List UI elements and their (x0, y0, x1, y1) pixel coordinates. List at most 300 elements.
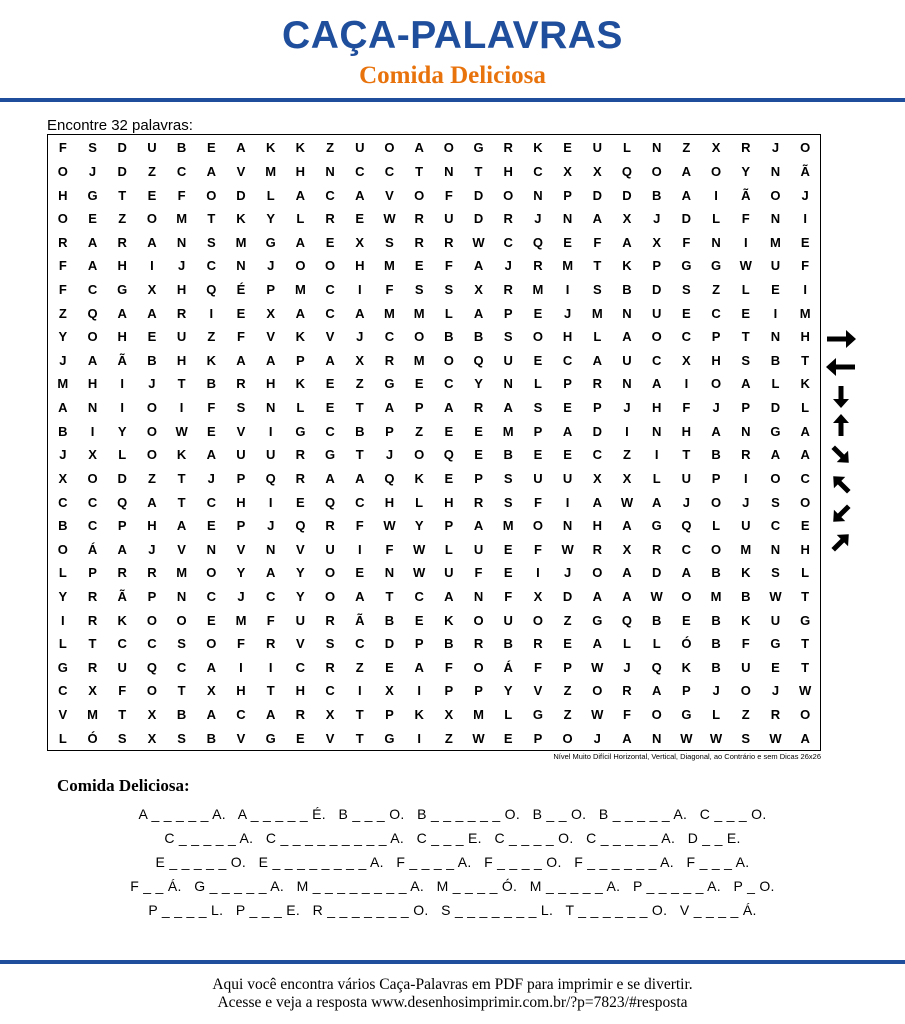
grid-letter: N (206, 541, 216, 557)
grid-letter: I (565, 281, 570, 297)
grid-letter: N (176, 234, 187, 250)
grid-letter: G (800, 612, 811, 628)
grid-letter: A (622, 234, 632, 250)
grid-letter: O (800, 707, 811, 723)
grid-letter: A (58, 400, 68, 416)
grid-letter: R (503, 140, 513, 156)
grid-letter: B (711, 612, 721, 628)
grid-letter: S (206, 234, 216, 250)
grid-letter: E (296, 494, 305, 510)
grid-letter: O (711, 163, 722, 179)
grid-letter: C (325, 683, 335, 699)
grid-letter: O (800, 494, 811, 510)
grid-letter: F (237, 636, 245, 652)
grid-letter: I (417, 683, 421, 699)
grid-letter: C (325, 281, 335, 297)
grid-letter: B (444, 329, 454, 345)
grid-letter: N (770, 163, 781, 179)
grid-letter: N (503, 376, 513, 392)
grid-letter: H (58, 187, 68, 203)
grid-letter: Z (118, 211, 127, 227)
grid-letter: K (741, 565, 751, 581)
grid-letter: P (503, 305, 513, 321)
grid-letter: A (206, 707, 216, 723)
grid-letter: U (651, 305, 662, 321)
grid-letter: E (206, 612, 216, 628)
grid-letter: C (651, 352, 662, 368)
grid-letter: I (61, 612, 65, 628)
grid-letter: O (295, 258, 306, 274)
grid-letter: E (236, 305, 246, 321)
grid-letter: E (503, 541, 513, 557)
grid-letter: B (651, 612, 662, 628)
grid-letter: F (504, 588, 513, 604)
grid-letter: L (118, 447, 127, 463)
grid-letter: O (414, 187, 425, 203)
grid-letter: P (236, 470, 246, 486)
grid-letter: N (651, 423, 662, 439)
grid-letter: Y (58, 329, 68, 345)
grid-letter: Q (621, 612, 633, 628)
up-right-arrow-icon (822, 529, 860, 555)
grid-letter: E (503, 730, 513, 746)
grid-letter: B (622, 281, 632, 297)
grid-letter: E (355, 565, 365, 581)
grid-letter: Y (117, 423, 127, 439)
grid-letter: L (58, 636, 67, 652)
grid-letter: B (711, 636, 721, 652)
grid-letter: Z (147, 470, 156, 486)
grid-letter: Q (443, 447, 454, 463)
grid-letter: Y (266, 211, 276, 227)
grid-letter: J (59, 352, 67, 368)
grid-letter: U (770, 258, 781, 274)
grid-letter: B (503, 447, 513, 463)
grid-letter: E (414, 258, 424, 274)
grid-letter: N (741, 423, 751, 439)
grid-letter: F (58, 258, 67, 274)
grid-letter: Y (503, 683, 513, 699)
grid-letter: B (711, 659, 721, 675)
grid-letter: H (651, 400, 662, 416)
grid-letter: F (237, 329, 245, 345)
grid-letter: A (651, 683, 662, 699)
grid-letter: K (444, 612, 454, 628)
grid-letter: C (355, 494, 365, 510)
grid-letter: I (179, 400, 184, 416)
grid-letter: L (58, 565, 67, 581)
grid-letter: M (294, 281, 306, 297)
grid-letter: U (265, 447, 276, 463)
grid-letter: K (295, 140, 306, 156)
grid-letter: A (681, 187, 692, 203)
grid-letter: Y (741, 163, 751, 179)
grid-letter: K (176, 447, 187, 463)
grid-letter: O (146, 447, 157, 463)
grid-letter: R (87, 612, 98, 628)
grid-letter: T (801, 352, 810, 368)
grid-letter: Z (355, 376, 364, 392)
grid-letter: B (473, 329, 484, 345)
grid-letter: A (384, 400, 395, 416)
grid-letter: I (90, 423, 95, 439)
grid-letter: E (533, 305, 543, 321)
grid-letter: I (625, 423, 629, 439)
grid-letter: E (414, 376, 424, 392)
grid-letter: T (355, 707, 364, 723)
grid-letter: N (236, 258, 246, 274)
grid-letter: T (415, 163, 424, 179)
grid-letter: H (236, 683, 246, 699)
grid-letter: G (295, 423, 306, 439)
grid-letter: T (177, 494, 186, 510)
grid-letter: O (711, 494, 722, 510)
grid-letter: T (266, 683, 275, 699)
grid-letter: D (562, 588, 573, 604)
grid-letter: V (236, 541, 246, 557)
grid-letter: A (473, 305, 484, 321)
grid-letter: T (177, 470, 186, 486)
grid-letter: O (711, 541, 722, 557)
grid-letter: E (563, 234, 572, 250)
grid-letter: E (563, 400, 572, 416)
grid-letter: Q (473, 352, 484, 368)
grid-letter: A (473, 258, 484, 274)
grid-letter: S (741, 352, 751, 368)
grid-letter: X (58, 470, 68, 486)
grid-letter: J (504, 258, 512, 274)
grid-letter: V (236, 163, 246, 179)
grid-letter: M (502, 518, 514, 534)
grid-letter: F (533, 494, 542, 510)
grid-letter: O (325, 258, 336, 274)
grid-letter: Q (681, 518, 692, 534)
word-list-line: F _ _ Á. G _ _ _ _ _ A. M _ _ _ _ _ _ _ _ A. M _ _ _ _ Ó. M _ _ _ _ _ A. P _ _ _ _ _ A. P _ O. (130, 878, 775, 894)
grid-letter: Q (651, 659, 662, 675)
grid-letter: N (265, 541, 276, 557)
grid-letter: W (709, 730, 723, 746)
grid-letter: G (87, 187, 98, 203)
grid-letter: T (355, 730, 364, 746)
grid-letter: R (295, 470, 306, 486)
grid-letter: K (295, 376, 306, 392)
grid-letter: X (711, 140, 721, 156)
up-left-arrow-icon (822, 471, 860, 497)
grid-letter: L (296, 400, 305, 416)
grid-letter: G (57, 659, 68, 675)
grid-letter: E (533, 447, 543, 463)
grid-letter: J (653, 211, 661, 227)
grid-letter: G (473, 140, 484, 156)
grid-letter: M (502, 423, 514, 439)
grid-letter: S (236, 400, 246, 416)
grid-letter: C (355, 163, 365, 179)
grid-letter: S (117, 730, 127, 746)
grid-letter: E (147, 329, 157, 345)
grid-letter: J (534, 211, 542, 227)
grid-letter: B (58, 423, 68, 439)
grid-letter: N (770, 329, 781, 345)
grid-letter: N (622, 376, 632, 392)
grid-letter: P (533, 730, 543, 746)
grid-letter: G (325, 447, 336, 463)
grid-letter: A (355, 187, 365, 203)
grid-letter: X (622, 541, 632, 557)
grid-letter: O (651, 163, 662, 179)
grid-letter: Q (295, 518, 306, 534)
grid-letter: L (593, 329, 602, 345)
grid-letter: Z (741, 707, 750, 723)
grid-letter: S (682, 281, 691, 297)
grid-letter: N (444, 163, 454, 179)
grid-letter: R (473, 494, 484, 510)
grid-letter: U (355, 140, 365, 156)
grid-letter: I (803, 281, 807, 297)
grid-letter: E (682, 305, 691, 321)
grid-letter: F (593, 234, 602, 250)
grid-letter: L (652, 636, 661, 652)
grid-letter: P (88, 565, 97, 581)
grid-letter: X (355, 352, 365, 368)
grid-letter: O (562, 730, 573, 746)
grid-letter: W (472, 730, 485, 746)
grid-letter: V (296, 636, 305, 652)
grid-letter: X (325, 707, 335, 723)
grid-letter: R (592, 376, 602, 392)
grid-letter: F (533, 541, 542, 557)
grid-letter: C (265, 588, 276, 604)
grid-letter: B (176, 707, 187, 723)
grid-letter: V (236, 423, 246, 439)
grid-letter: S (592, 281, 602, 297)
grid-letter: H (236, 494, 246, 510)
grid-letter: A (236, 352, 246, 368)
grid-letter: H (176, 352, 187, 368)
grid-letter: L (296, 211, 305, 227)
grid-letter: I (239, 659, 243, 675)
grid-letter: Ã (355, 612, 365, 628)
grid-letter: R (325, 211, 335, 227)
grid-letter: L (652, 470, 661, 486)
grid-letter: J (742, 494, 750, 510)
grid-letter: D (622, 187, 632, 203)
grid-letter: W (620, 494, 634, 510)
grid-letter: E (563, 140, 572, 156)
grid-letter: U (681, 470, 692, 486)
grid-letter: O (532, 518, 543, 534)
grid-letter: S (414, 281, 424, 297)
grid-letter: U (444, 211, 454, 227)
grid-letter: O (146, 400, 157, 416)
grid-letter: C (355, 636, 365, 652)
grid-letter: O (57, 163, 68, 179)
grid-letter: M (710, 588, 722, 604)
grid-letter: K (295, 329, 306, 345)
grid-letter: O (740, 683, 751, 699)
page-subtitle: Comida Deliciosa (359, 62, 546, 89)
grid-letter: O (473, 659, 484, 675)
grid-letter: R (58, 234, 68, 250)
grid-letter: T (801, 636, 810, 652)
grid-letter: A (295, 234, 306, 250)
grid-letter: X (147, 730, 157, 746)
grid-letter: X (474, 281, 483, 297)
grid-letter: A (681, 163, 692, 179)
grid-letter: O (57, 211, 68, 227)
grid-letter: R (473, 636, 484, 652)
grid-letter: O (592, 565, 603, 581)
grid-letter: R (236, 376, 246, 392)
grid-letter: N (176, 588, 187, 604)
grid-letter: V (325, 730, 335, 746)
grid-letter: N (384, 565, 395, 581)
grid-letter: J (771, 683, 780, 699)
grid-letter: S (533, 400, 543, 416)
grid-letter: I (357, 683, 362, 699)
grid-letter: U (117, 659, 127, 675)
grid-letter: L (58, 730, 67, 746)
grid-letter: L (801, 565, 810, 581)
grid-letter: A (622, 565, 632, 581)
grid-letter: Y (236, 565, 246, 581)
grid-letter: A (622, 588, 632, 604)
grid-letter: N (770, 211, 781, 227)
grid-letter: H (295, 683, 306, 699)
grid-letter: U (325, 541, 335, 557)
grid-letter: B (711, 565, 721, 581)
grid-letter: A (117, 305, 127, 321)
grid-letter: A (355, 305, 365, 321)
grid-letter: A (265, 707, 276, 723)
grid-letter: P (236, 518, 246, 534)
grid-letter: V (177, 541, 186, 557)
grid-letter: A (592, 588, 602, 604)
grid-letter: G (770, 423, 781, 439)
grid-letter: M (176, 565, 188, 581)
grid-letter: I (268, 659, 273, 675)
grid-letter: S (177, 730, 186, 746)
grid-letter: E (682, 612, 691, 628)
grid-letter: L (771, 376, 780, 392)
grid-letter: Ã (741, 187, 751, 203)
grid-letter: J (563, 305, 572, 321)
grid-letter: L (712, 707, 721, 723)
bottom-divider (0, 960, 905, 964)
grid-letter: R (473, 400, 484, 416)
grid-letter: A (87, 258, 98, 274)
grid-letter: V (58, 707, 68, 723)
grid-letter: J (712, 683, 720, 699)
grid-letter: A (800, 423, 810, 439)
grid-letter: S (177, 636, 186, 652)
grid-letter: O (503, 187, 514, 203)
grid-letter: R (325, 518, 335, 534)
grid-letter: Q (384, 470, 395, 486)
grid-letter: R (117, 565, 127, 581)
grid-letter: H (295, 163, 306, 179)
grid-letter: O (176, 612, 187, 628)
grid-letter: H (176, 281, 187, 297)
grid-letter: Q (265, 470, 276, 486)
grid-letter: H (711, 352, 721, 368)
grid-letter: U (503, 352, 513, 368)
grid-letter: T (88, 636, 97, 652)
grid-letter: M (87, 707, 98, 723)
grid-letter: E (771, 281, 780, 297)
grid-letter: K (622, 258, 632, 274)
grid-letter: R (87, 588, 98, 604)
grid-letter: T (118, 187, 127, 203)
grid-letter: K (533, 140, 543, 156)
grid-letter: J (237, 588, 245, 604)
down-arrow-icon (822, 384, 860, 410)
grid-letter: G (592, 612, 603, 628)
grid-letter: D (592, 187, 602, 203)
grid-letter: R (741, 447, 751, 463)
grid-letter: R (176, 305, 187, 321)
grid-letter: C (770, 518, 781, 534)
grid-letter: P (266, 281, 276, 297)
grid-letter: J (177, 258, 186, 274)
grid-letter: S (88, 140, 97, 156)
grid-letter: X (592, 163, 602, 179)
grid-letter: S (771, 565, 780, 581)
grid-letter: B (741, 588, 751, 604)
grid-letter: R (414, 211, 424, 227)
grid-letter: R (117, 234, 127, 250)
grid-letter: R (87, 659, 98, 675)
grid-letter: E (800, 234, 810, 250)
grid-letter: Ã (117, 588, 127, 604)
grid-letter: A (444, 588, 454, 604)
grid-letter: E (474, 423, 483, 439)
grid-letter: A (206, 659, 216, 675)
grid-letter: I (268, 423, 273, 439)
grid-letter: O (443, 352, 454, 368)
grid-letter: C (325, 423, 335, 439)
grid-letter: E (325, 376, 335, 392)
grid-letter: P (563, 187, 572, 203)
grid-letter: I (357, 281, 362, 297)
grid-letter: C (87, 494, 98, 510)
grid-letter: L (533, 376, 542, 392)
grid-letter: G (770, 636, 781, 652)
grid-letter: U (741, 518, 751, 534)
grid-letter: P (711, 470, 721, 486)
grid-letter: E (414, 612, 424, 628)
grid-letter: E (503, 565, 513, 581)
grid-letter: L (444, 305, 453, 321)
grid-letter: G (384, 376, 395, 392)
grid-letter: K (414, 470, 424, 486)
grid-letter: O (146, 612, 157, 628)
grid-letter: W (650, 588, 663, 604)
grid-letter: I (773, 305, 778, 321)
grid-letter: K (265, 140, 276, 156)
grid-letter: T (177, 683, 186, 699)
grid-letter: A (295, 187, 306, 203)
grid-letter: E (206, 423, 216, 439)
grid-letter: A (325, 470, 335, 486)
grid-letter: U (473, 541, 484, 557)
grid-letter: G (711, 258, 722, 274)
grid-letter: R (503, 281, 513, 297)
grid-letter: E (325, 400, 335, 416)
grid-letter: R (265, 636, 276, 652)
grid-letter: H (355, 258, 365, 274)
grid-letter: F (444, 659, 453, 675)
down-right-arrow-icon (822, 442, 860, 468)
